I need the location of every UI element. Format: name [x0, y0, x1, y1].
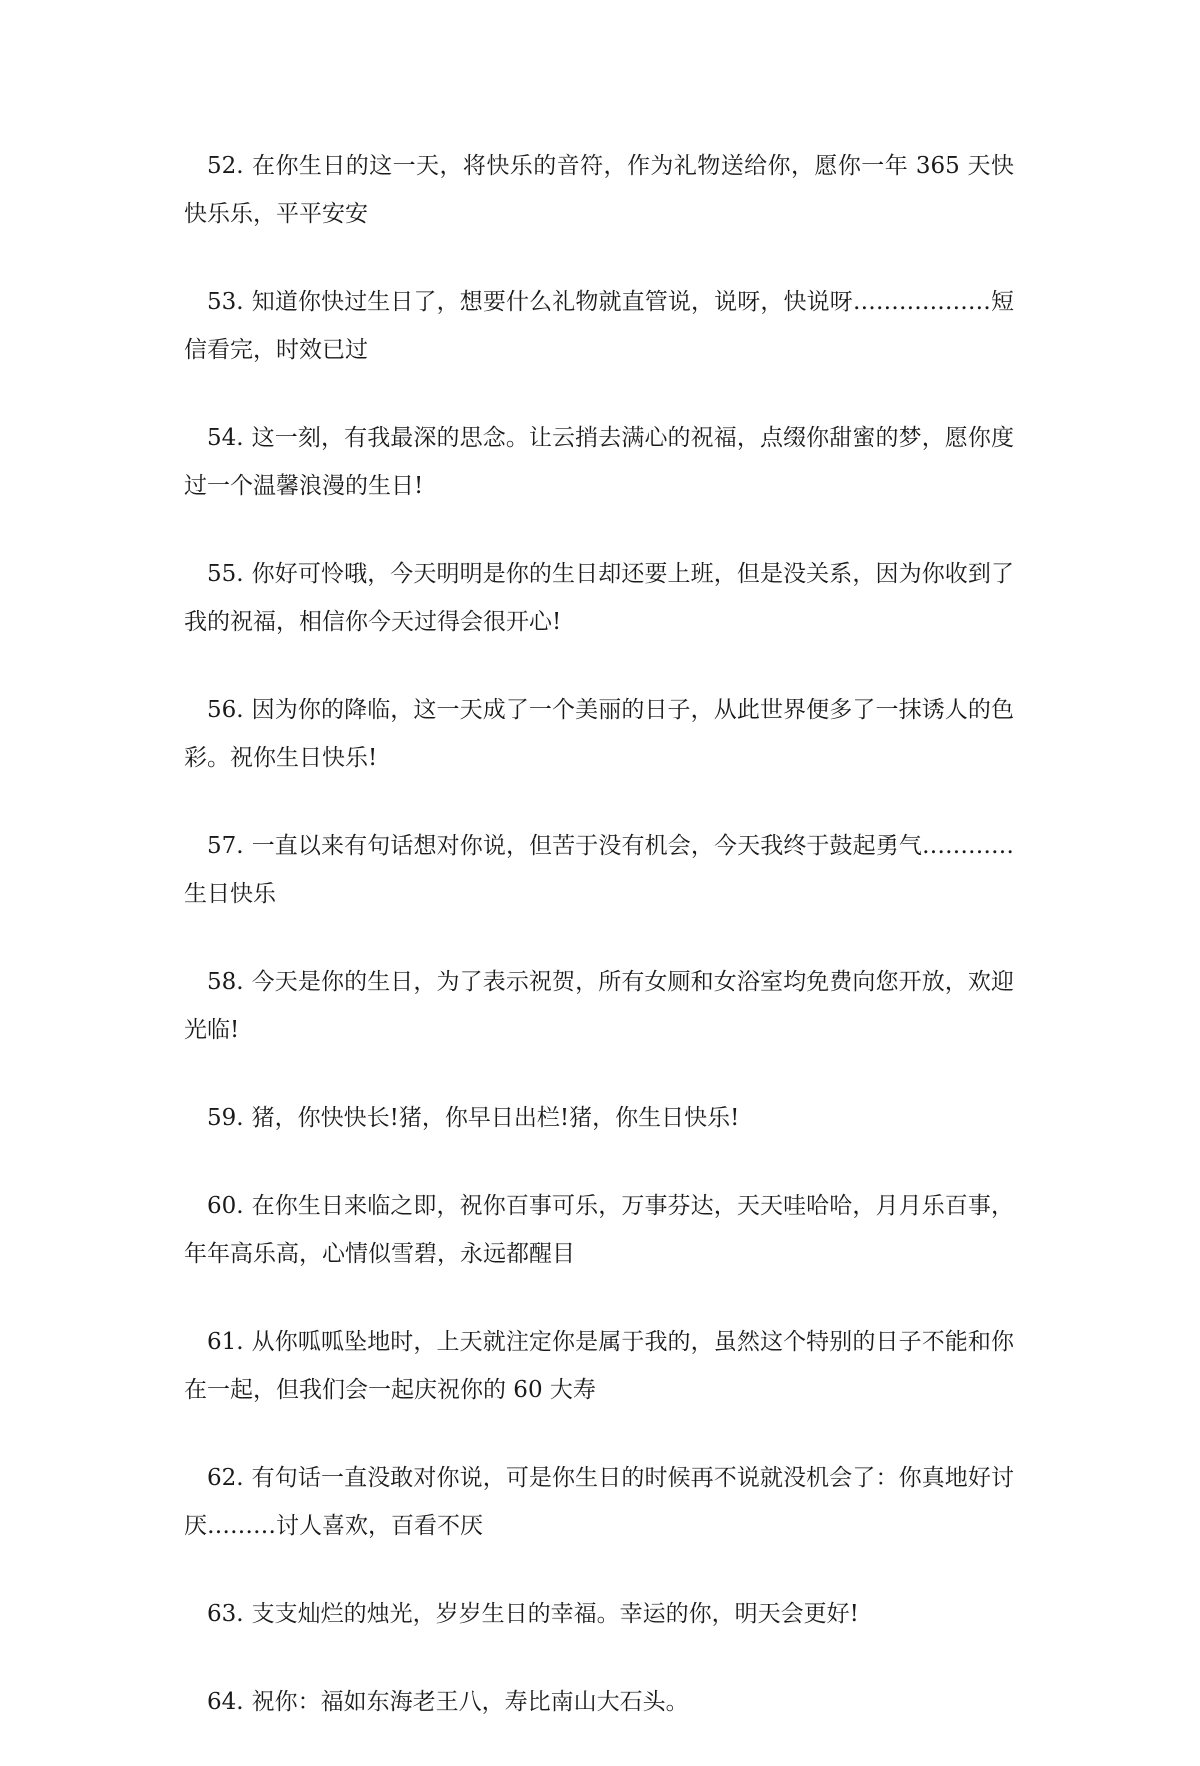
item-text: 在你生日来临之即，祝你百事可乐，万事芬达，天天哇哈哈，月月乐百事，年年高乐高，心情似雪碧，永远都醒目	[184, 1193, 1014, 1267]
list-item	[184, 1454, 1014, 1550]
item-text: 在你生日的这一天，将快乐的音符，作为礼物送给你，愿你一年 365 天快快乐乐，平平安安	[184, 153, 1014, 227]
item-number: 59.	[207, 1105, 244, 1131]
item-number: 64.	[207, 1689, 244, 1715]
list-item	[184, 822, 1014, 918]
item-text: 猪，你快快长!猪，你早日出栏!猪，你生日快乐!	[251, 1105, 740, 1131]
item-number: 52.	[207, 153, 244, 179]
list-item	[184, 414, 1014, 510]
item-text: 有句话一直没敢对你说，可是你生日的时候再不说就没机会了：你真地好讨厌………讨人喜欢，百看不厌	[184, 1465, 1014, 1539]
list-item	[184, 550, 1014, 646]
item-text: 从你呱呱坠地时，上天就注定你是属于我的，虽然这个特别的日子不能和你在一起，但我们会一起庆祝你的 60 大寿	[184, 1329, 1014, 1403]
item-number: 54.	[207, 425, 244, 451]
list-item	[184, 1318, 1014, 1414]
item-text: 祝你：福如东海老王八，寿比南山大石头。	[251, 1689, 689, 1715]
item-number: 62.	[207, 1465, 244, 1491]
item-text: 支支灿烂的烛光，岁岁生日的幸福。幸运的你，明天会更好!	[251, 1601, 859, 1627]
list-item	[184, 1094, 1014, 1142]
wish-list	[184, 142, 1014, 1766]
item-number: 61.	[207, 1329, 244, 1355]
item-number: 53.	[207, 289, 244, 315]
list-item	[184, 1590, 1014, 1638]
item-number: 58.	[207, 969, 244, 995]
list-item	[184, 142, 1014, 238]
list-item	[184, 278, 1014, 374]
item-text: 你好可怜哦，今天明明是你的生日却还要上班，但是没关系，因为你收到了我的祝福，相信你今天过得会很开心!	[184, 561, 1014, 635]
item-text: 今天是你的生日，为了表示祝贺，所有女厕和女浴室均免费向您开放，欢迎光临!	[184, 969, 1014, 1043]
item-number: 63.	[207, 1601, 244, 1627]
item-text: 因为你的降临，这一天成了一个美丽的日子，从此世界便多了一抹诱人的色彩。祝你生日快乐!	[184, 697, 1014, 771]
item-number: 55.	[207, 561, 244, 587]
list-item	[184, 958, 1014, 1054]
list-item	[184, 686, 1014, 782]
item-number: 56.	[207, 697, 244, 723]
item-text: 一直以来有句话想对你说，但苦于没有机会，今天我终于鼓起勇气…………生日快乐	[184, 833, 1014, 907]
item-number: 60.	[207, 1193, 244, 1219]
item-number: 57.	[207, 833, 244, 859]
list-item	[184, 1678, 1014, 1726]
item-text: 知道你快过生日了，想要什么礼物就直管说，说呀，快说呀………………短信看完，时效已过	[184, 289, 1014, 363]
list-item	[184, 1182, 1014, 1278]
item-text: 这一刻，有我最深的思念。让云捎去满心的祝福，点缀你甜蜜的梦，愿你度过一个温馨浪漫的生日!	[184, 425, 1014, 499]
